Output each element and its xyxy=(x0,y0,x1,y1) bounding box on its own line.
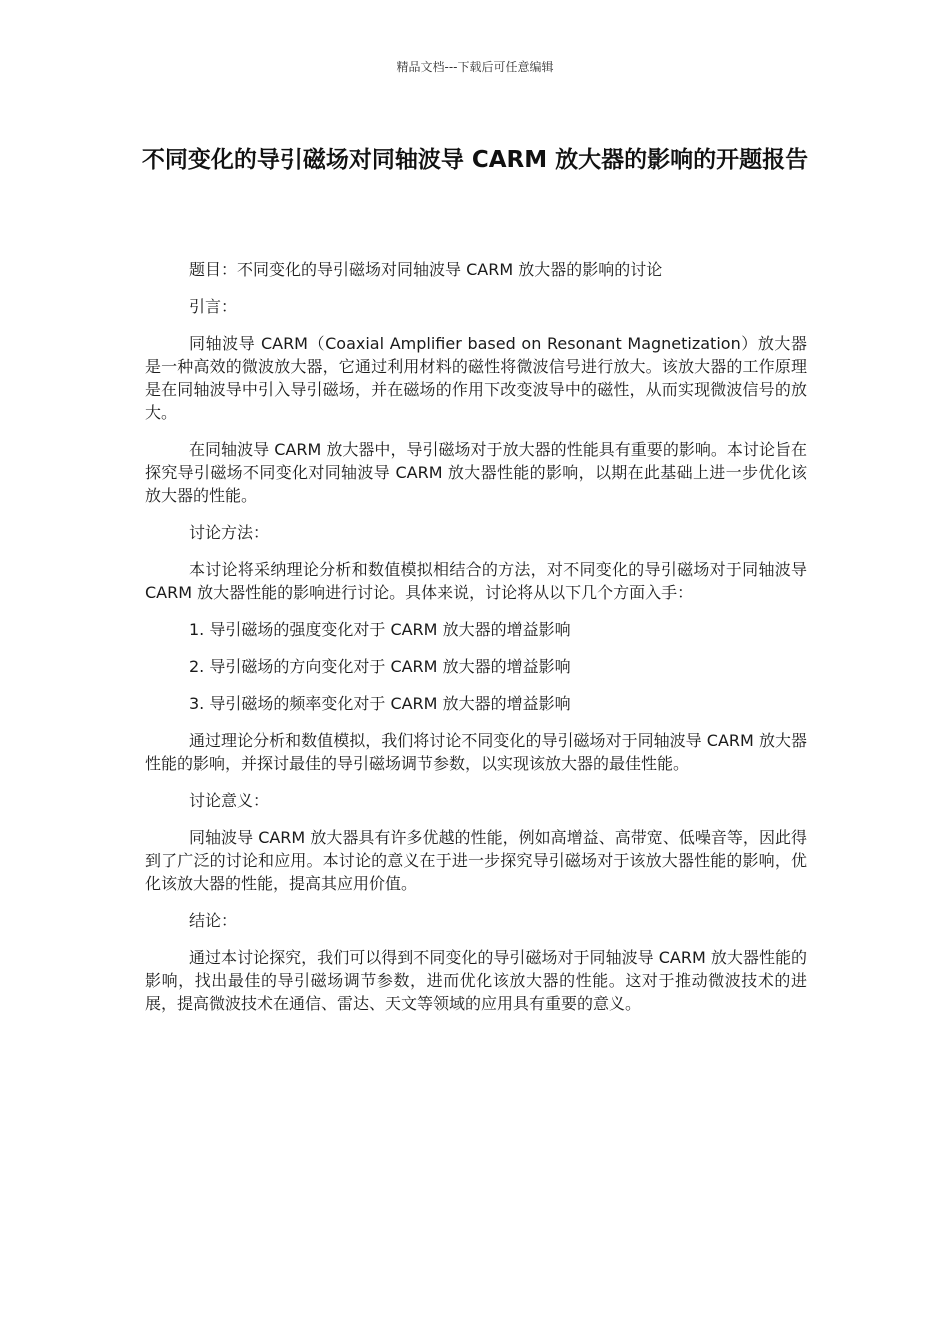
intro-paragraph-2: 在同轴波导 CARM 放大器中，导引磁场对于放大器的性能具有重要的影响。本讨论旨在探究导引磁场不同变化对同轴波导 CARM 放大器性能的影响，以期在此基础上进一步优化该放大器的性能。 xyxy=(145,440,807,505)
list-item: 2. 导引磁场的方向变化对于 CARM 放大器的增益影响 xyxy=(189,657,571,676)
method-paragraph: 本讨论将采纳理论分析和数值模拟相结合的方法，对不同变化的导引磁场对于同轴波导 CARM 放大器性能的影响进行讨论。具体来说，讨论将从以下几个方面入手： xyxy=(145,560,807,602)
document-title: 不同变化的导引磁场对同轴波导 CARM 放大器的影响的开题报告 xyxy=(141,147,809,173)
header-note: 精品文档---下载后可任意编辑 xyxy=(396,60,554,74)
section-heading-method: 讨论方法： xyxy=(189,523,270,542)
significance-paragraph: 同轴波导 CARM 放大器具有许多优越的性能，例如高增益、高带宽、低噪音等，因此得到了广泛的讨论和应用。本讨论的意义在于进一步探究导引磁场对于该放大器性能的影响，优化该放大器的性能，提高其应用价值。 xyxy=(145,828,807,893)
section-heading-conclusion: 结论： xyxy=(189,911,238,930)
method-summary-paragraph: 通过理论分析和数值模拟，我们将讨论不同变化的导引磁场对于同轴波导 CARM 放大器性能的影响，并探讨最佳的导引磁场调节参数，以实现该放大器的最佳性能。 xyxy=(145,731,807,773)
topic-line: 题目：不同变化的导引磁场对同轴波导 CARM 放大器的影响的讨论 xyxy=(189,260,663,279)
section-heading-significance: 讨论意义： xyxy=(189,791,270,810)
conclusion-paragraph: 通过本讨论探究，我们可以得到不同变化的导引磁场对于同轴波导 CARM 放大器性能的影响，找出最佳的导引磁场调节参数，进而优化该放大器的性能。这对于推动微波技术的进展，提高微波技术在通信、雷达、天文等领域的应用具有重要的意义。 xyxy=(145,948,807,1013)
document-body xyxy=(145,258,807,1029)
intro-paragraph-1: 同轴波导 CARM（Coaxial Amplifier based on Resonant Magnetization）放大器是一种高效的微波放大器，它通过利用材料的磁性将微波信号进行放大。该放大器的工作原理是在同轴波导中引入导引磁场，并在磁场的作用下改变波导中的磁性，从而实现微波信号的放大。 xyxy=(145,334,807,422)
list-item: 3. 导引磁场的频率变化对于 CARM 放大器的增益影响 xyxy=(189,694,571,713)
section-heading-introduction: 引言： xyxy=(189,297,238,316)
list-item: 1. 导引磁场的强度变化对于 CARM 放大器的增益影响 xyxy=(189,620,571,639)
